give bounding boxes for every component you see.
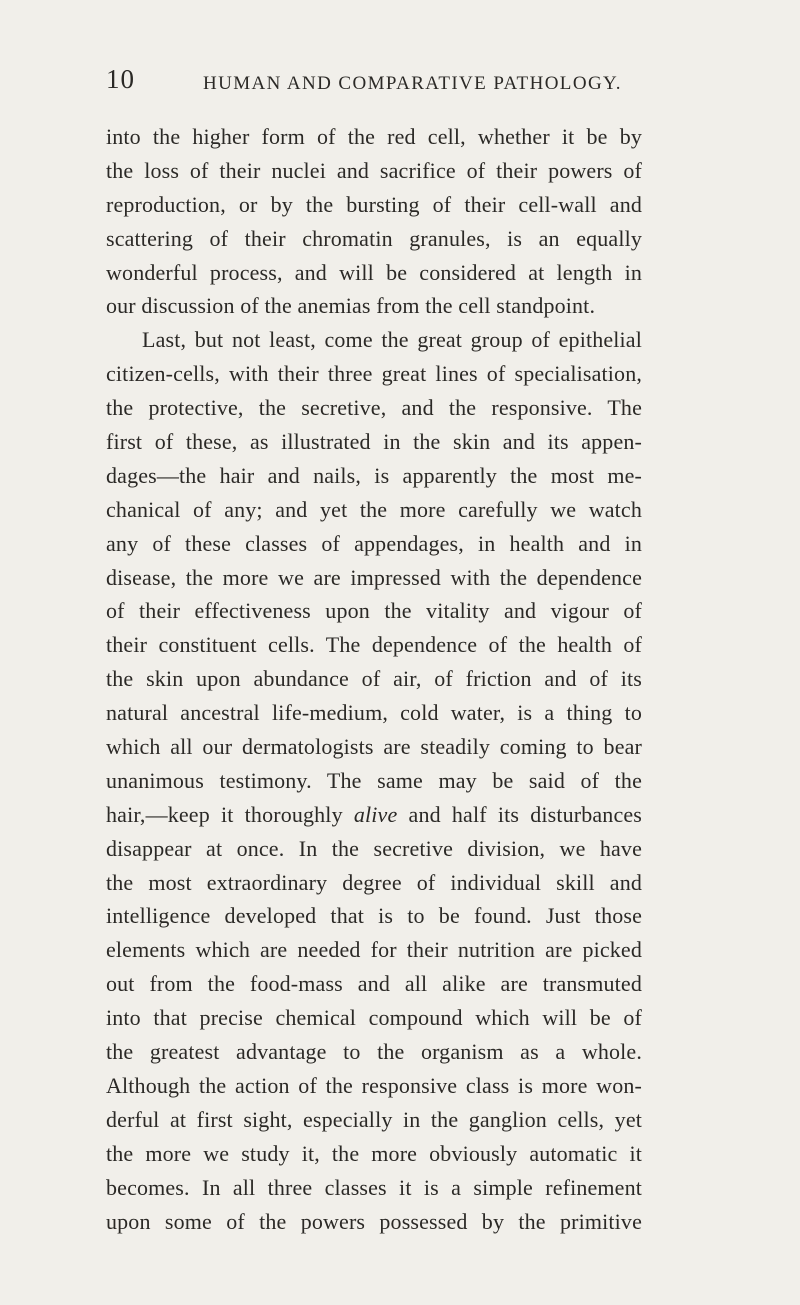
text-line: out from the food-mass and all alike are transmuted [106,971,642,997]
running-title: HUMAN AND COMPARATIVE PATHOLOGY. [203,73,622,94]
text-line: dages—the hair and nails, is apparently the most me- [106,462,642,488]
text-line: into that precise chemical compound which will be of [106,1005,642,1031]
text-line: the most extraordinary degree of individual skill and [106,869,642,895]
text-line: Last, but not least, come the great group of epithelial [142,327,642,353]
text-line: of their effectiveness upon the vitality and vigour of [106,598,642,624]
text-line: the more we study it, the more obviously automatic it [106,1140,642,1166]
text-line: which all our dermatologists are steadily coming to bear [106,734,642,760]
text-line: reproduction, or by the bursting of their cell-wall and [106,191,642,217]
text-line: unanimous testimony. The same may be said of the [106,767,642,793]
text-line: the protective, the secretive, and the responsive. The [106,395,642,421]
text-line: the skin upon abundance of air, of friction and of its [106,666,642,692]
text-line: their constituent cells. The dependence of the health of [106,632,642,658]
text-line: disease, the more we are impressed with the dependence [106,564,642,590]
text-line [106,798,642,832]
text-line: scattering of their chromatin granules, is an equally [106,225,642,251]
text-line: disappear at once. In the secretive division, we have [106,835,642,861]
text-line: derful at first sight, especially in the ganglion cells, yet [106,1106,642,1132]
text-line: first of these, as illustrated in the skin and its appen- [106,429,642,455]
text-line: into the higher form of the red cell, whether it be by [106,124,642,149]
body-text [106,120,642,1238]
text-line: upon some of the powers possessed by the primitive [106,1208,642,1234]
text-line: chanical of any; and yet the more carefully we watch [106,496,642,522]
text-line: Although the action of the responsive class is more won- [106,1072,642,1098]
text-line: our discussion of the anemias from the cell standpoint. [106,293,596,319]
running-head [106,64,646,104]
text-line: becomes. In all three classes it is a simple refinement [106,1174,642,1200]
text-line: elements which are needed for their nutrition are picked [106,937,642,963]
text-line: the loss of their nuclei and sacrifice of their powers of [106,157,642,183]
text-line: any of these classes of appendages, in health and in [106,530,642,556]
text-line: natural ancestral life-medium, cold water, is a thing to [106,700,642,726]
text-line: intelligence developed that is to be found. Just those [106,903,642,929]
text-run: hair,—keep it thoroughly [106,801,354,827]
italic-word: alive [353,801,398,827]
text-line: citizen-cells, with their three great lines of specialisation, [106,361,642,387]
text-run: and half its disturbances [397,801,642,827]
text-line: the greatest advantage to the organism as a whole. [106,1039,642,1065]
page-number: 10 [106,64,135,94]
text-line: wonderful process, and will be considered at length in [106,259,642,285]
